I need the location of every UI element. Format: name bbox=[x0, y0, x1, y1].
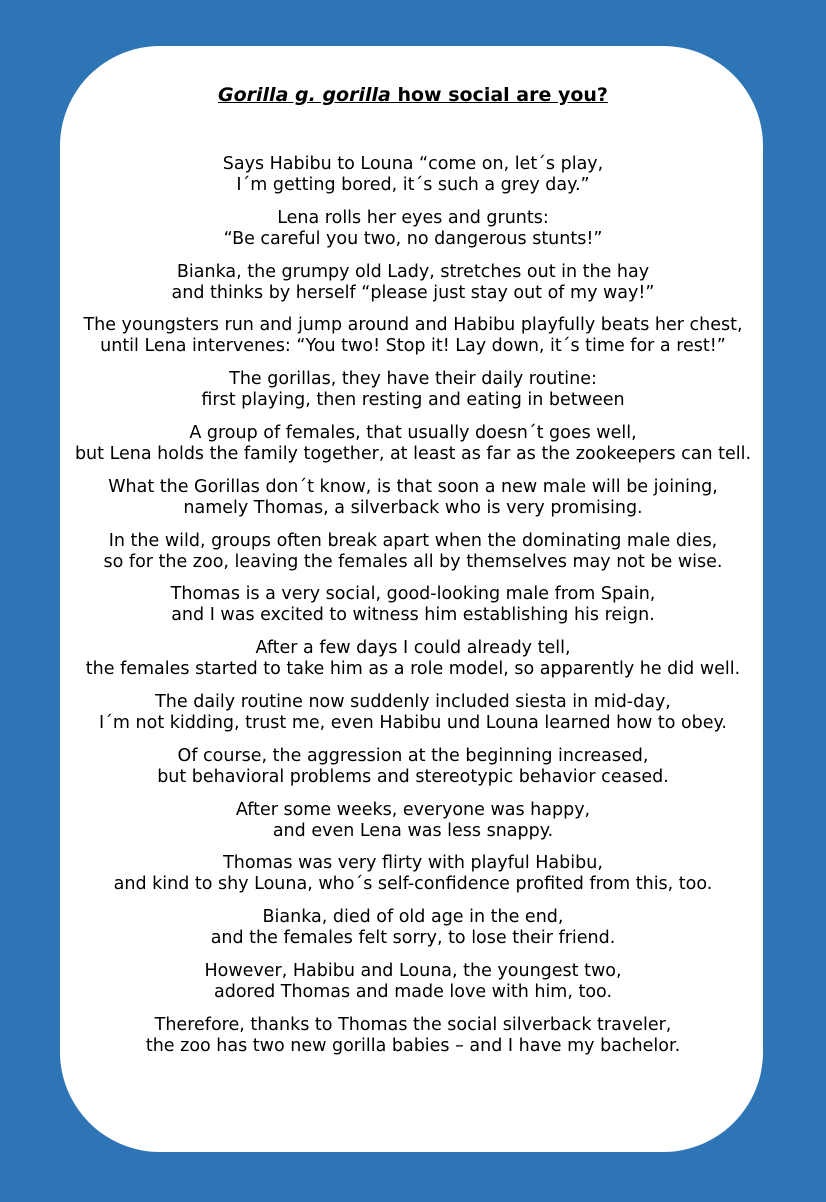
poem-line: Therefore, thanks to Thomas the social silverback traveler, bbox=[154, 1014, 672, 1035]
poem-line: and the females felt sorry, to lose their friend. bbox=[210, 928, 616, 949]
poem-line: A group of females, that usually doesn´t goes well, bbox=[189, 422, 637, 443]
poem-line: first playing, then resting and eating in between bbox=[201, 390, 625, 411]
stanza bbox=[0, 477, 826, 519]
stanza bbox=[0, 154, 826, 196]
stanza bbox=[0, 692, 826, 734]
title-species: Gorilla g. gorilla bbox=[218, 84, 391, 106]
stanza bbox=[0, 638, 826, 680]
poem-line: until Lena intervenes: “You two! Stop it! Lay down, it´s time for a rest!” bbox=[100, 336, 726, 357]
poem-line: Says Habibu to Louna “come on, let´s play, bbox=[222, 154, 604, 174]
poem-line: The gorillas, they have their daily routine: bbox=[229, 369, 597, 390]
poem-line: namely Thomas, a silverback who is very promising. bbox=[183, 497, 643, 518]
stanza bbox=[0, 262, 826, 304]
stanza bbox=[0, 853, 826, 895]
poem-line: and even Lena was less snappy. bbox=[272, 820, 554, 841]
page-title bbox=[0, 84, 826, 106]
poem-line: “Be careful you two, no dangerous stunts!” bbox=[223, 228, 603, 249]
poem-line: Thomas is a very social, good-looking male from Spain, bbox=[170, 584, 656, 605]
poem-line: so for the zoo, leaving the females all by themselves may not be wise. bbox=[103, 551, 723, 572]
poem-line: What the Gorillas don´t know, is that soon a new male will be joining, bbox=[108, 476, 718, 497]
poem-line: The youngsters run and jump around and Habibu playfully beats her chest, bbox=[83, 315, 743, 336]
poem-line: Bianka, the grumpy old Lady, stretches out in the hay bbox=[176, 261, 650, 282]
stanza bbox=[0, 746, 826, 788]
poem-line: the females started to take him as a role model, so apparently he did well. bbox=[85, 659, 741, 680]
poem-line: After some weeks, everyone was happy, bbox=[235, 799, 591, 820]
poem-line: the zoo has two new gorilla babies – and I have my bachelor. bbox=[145, 1035, 681, 1056]
stanza bbox=[0, 423, 826, 465]
stanza bbox=[0, 961, 826, 1003]
title-rest: how social are you? bbox=[390, 84, 608, 106]
poem-line: Lena rolls her eyes and grunts: bbox=[277, 207, 549, 228]
stanza bbox=[0, 1015, 826, 1057]
poem-line: Thomas was very flirty with playful Habibu, bbox=[223, 853, 603, 874]
poem-line: and kind to shy Louna, who´s self-confidence profited from this, too. bbox=[113, 874, 713, 895]
poem-line: Of course, the aggression at the beginning increased, bbox=[177, 745, 649, 766]
poem-line: After a few days I could already tell, bbox=[255, 638, 571, 659]
stanza bbox=[0, 208, 826, 250]
poem-line: and I was excited to witness him establishing his reign. bbox=[171, 605, 655, 626]
poem-line: but Lena holds the family together, at least as far as the zookeepers can tell. bbox=[74, 443, 752, 464]
poem-line: I´m getting bored, it´s such a grey day.” bbox=[236, 175, 590, 195]
stanza bbox=[0, 531, 826, 573]
poem-line: However, Habibu and Louna, the youngest two, bbox=[204, 960, 622, 981]
poem-line: Bianka, died of old age in the end, bbox=[262, 907, 564, 928]
stanza bbox=[0, 315, 826, 357]
stanza bbox=[0, 907, 826, 949]
poem-body bbox=[0, 154, 826, 1069]
poem-line: In the wild, groups often break apart when the dominating male dies, bbox=[108, 530, 718, 551]
stanza bbox=[0, 584, 826, 626]
stanza bbox=[0, 800, 826, 842]
poem-line: adored Thomas and made love with him, too. bbox=[213, 981, 613, 1002]
poem-line: but behavioral problems and stereotypic behavior ceased. bbox=[157, 766, 669, 787]
poem-line: I´m not kidding, trust me, even Habibu und Louna learned how to obey. bbox=[99, 712, 727, 733]
poem-line: The daily routine now suddenly included siesta in mid-day, bbox=[155, 691, 671, 712]
stanza bbox=[0, 369, 826, 411]
poem-line: and thinks by herself “please just stay out of my way!” bbox=[171, 282, 655, 303]
